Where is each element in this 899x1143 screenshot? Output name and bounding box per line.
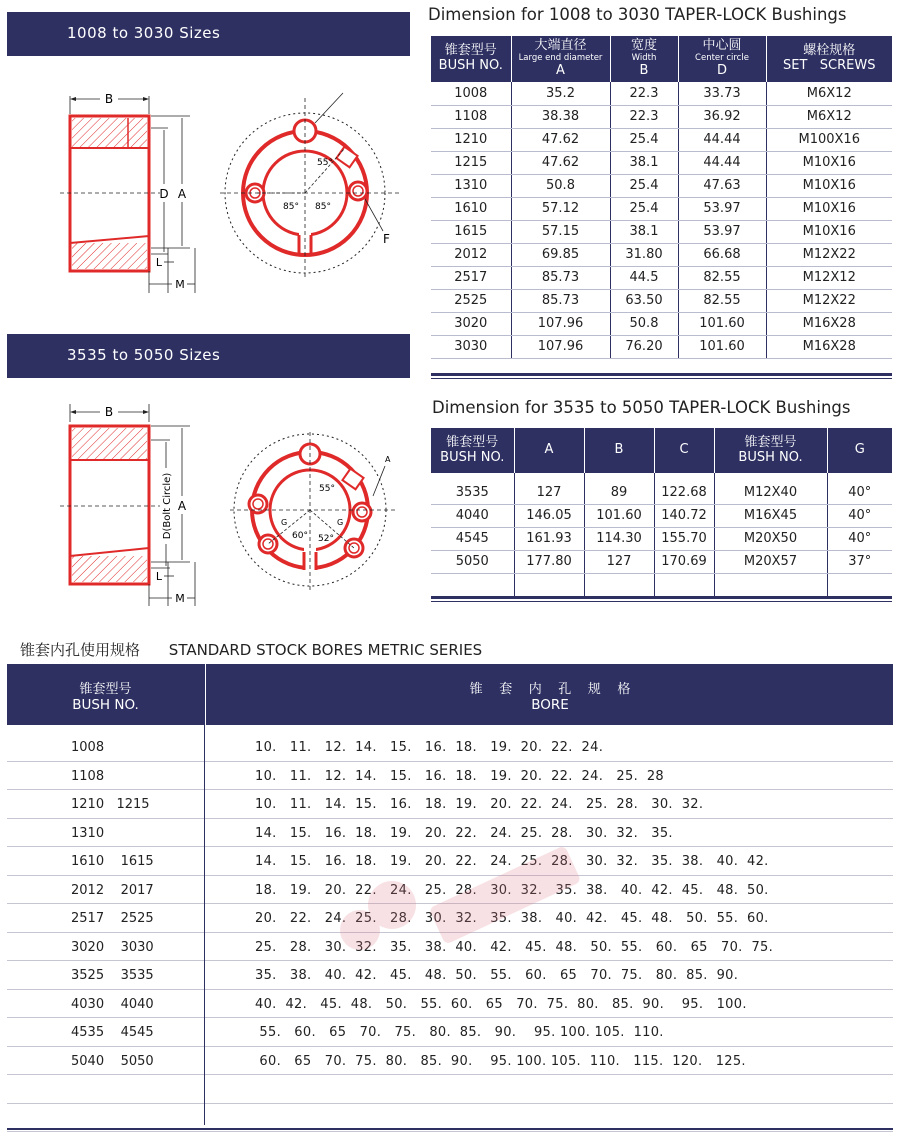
dim-b-label: B [104,405,114,419]
bush-size: 4030 4040 [71,996,154,1012]
table-cell: 101.60 [678,312,766,335]
stock-title-cn: 锥套内孔使用规格 [20,641,141,659]
stock-table-header [7,664,893,725]
header-cell [584,428,654,473]
table-cell: 155.70 [654,527,714,550]
table-cell: 38.38 [511,105,610,128]
table-cell: 1210 [431,128,511,151]
header-cell [610,36,678,82]
table-cell: 33.73 [678,82,766,105]
table-row [431,289,892,312]
table-cell: 2517 [431,266,511,289]
table-cell: M16X45 [714,504,827,527]
bush-size: 1310 [71,825,105,841]
table-cell: 82.55 [678,289,766,312]
table-cell: 47.63 [678,174,766,197]
dim-m-label: M [175,278,185,291]
bore-row [7,933,893,962]
table-cell: 44.44 [678,151,766,174]
table-cell: 2525 [431,289,511,312]
header-en: BUSH NO. [438,58,503,73]
header-en: Center circle [695,53,749,64]
bush-size: 2517 2525 [71,911,154,926]
bore-list: 10. 11. 14. 15. 16. 18. 19. 20. 22. 24. 25. 28. 30. 32. [255,797,704,812]
header-en: A [544,442,554,458]
table-cell: 25.4 [610,128,678,151]
table-cell: 38.1 [610,151,678,174]
bush-size: 1108 [71,768,105,784]
bush-size: 3525 3535 [71,968,154,983]
table-cell: 1610 [431,197,511,220]
dim-f-label: F [383,232,390,246]
bore-row [7,790,893,819]
bore-header-cn: 锥 套 内 孔 规 格 [469,682,631,697]
table-cell: 122.68 [654,481,714,504]
bore-row [7,733,893,762]
table-row [431,527,892,550]
table-cell: 101.60 [678,335,766,358]
table-row [431,197,892,220]
bush-no-header-en: BUSH NO. [72,697,139,713]
table-cell: 47.62 [511,151,610,174]
header-en: BUSH NO. [440,449,505,465]
table-cell: 53.97 [678,197,766,220]
bore-row [7,1018,893,1047]
table-cell: 177.80 [514,550,584,573]
table-cell: 101.60 [584,504,654,527]
table-cell: 85.73 [511,289,610,312]
header-cell [654,428,714,473]
header-en: Width [631,53,657,64]
table-bottom-rule-thin [431,378,892,379]
table-row [431,220,892,243]
dim-a-arrow-label: A [385,455,391,464]
header-cell [678,36,766,82]
bore-list: 40. 42. 45. 48. 50. 55. 60. 65 70. 75. 80. 85. 90. 95. 100. [255,996,747,1012]
bore-list: 35. 38. 40. 42. 45. 48. 50. 55. 60. 65 70. 75. 80. 85. 90. [255,968,739,983]
bush-size: 3020 3030 [71,939,154,955]
table-cell: 50.8 [511,174,610,197]
table-cell: 146.05 [514,504,584,527]
bore-row [7,762,893,791]
table-bottom-rule [431,596,892,599]
table-cell: M10X16 [766,174,892,197]
table-row [431,128,892,151]
table-cell: M12X40 [714,481,827,504]
table-cell: 140.72 [654,504,714,527]
header-cell [514,428,584,473]
table-row [431,312,892,335]
bore-list: 10. 11. 12. 14. 15. 16. 18. 19. 20. 22. 24. [255,740,604,755]
bore-row [7,1075,893,1104]
angle-52-label: 52° [318,534,334,544]
table-cell: 1008 [431,82,511,105]
angle-55-label: 55° [317,158,333,168]
dimension-table-small [431,36,892,359]
table-cell: M10X16 [766,197,892,220]
bore-list: 20. 22. 24. 25. 28. 30. 32. 35. 38. 40. 42. 45. 48. 50. 55. 60. [255,911,769,926]
table-cell: 107.96 [511,335,610,358]
bush-size: 2012 2017 [71,882,154,898]
header-en: Large end diameter [518,53,603,64]
table-cell: M10X16 [766,151,892,174]
bushing-front-view-small [215,88,415,278]
header-cn: 大端直径 [534,38,587,54]
table-row [431,151,892,174]
header-cell [766,36,892,82]
bore-list: 10. 11. 12. 14. 15. 16. 18. 19. 20. 22. 24. 25. 28 [255,768,665,784]
table-row [431,550,892,573]
dim-b-label: B [104,92,114,106]
bore-list: 18. 19. 20. 22. 24. 25. 28. 30. 32. 35. 38. 40. 42. 45. 48. 50. [255,882,769,898]
table-cell: 63.50 [610,289,678,312]
table-cell: 69.85 [511,243,610,266]
stock-column-divider [204,725,205,1125]
table-cell: 25.4 [610,174,678,197]
table-cell: M100X16 [766,128,892,151]
bush-size: 1610 1615 [71,854,154,869]
table-cell: 82.55 [678,266,766,289]
bush-no-header [7,664,204,725]
table-cell: 22.3 [610,82,678,105]
table-cell: 1108 [431,105,511,128]
table-cell: 1615 [431,220,511,243]
bore-row [7,819,893,848]
table-cell: M16X28 [766,312,892,335]
stock-bottom-rule [7,1128,893,1130]
spacer-cell [714,473,827,481]
bore-row [7,1047,893,1076]
spacer-cell [584,473,654,481]
dimension-table-large [431,428,892,599]
table-cell: 38.1 [610,220,678,243]
table-cell: 53.97 [678,220,766,243]
table-cell: 114.30 [584,527,654,550]
spacer-cell [431,473,514,481]
bore-row [7,876,893,905]
bore-row [7,961,893,990]
table-cell: 35.2 [511,82,610,105]
bore-list: 25. 28. 30. 32. 35. 38. 40. 42. 45. 48. 50. 55. 60. 65 70. 75. [255,939,774,955]
table-cell: 40° [827,527,892,550]
bush-no-header-cn: 锥套型号 [79,682,132,697]
header-cell [714,428,827,473]
header-cn: 中心圆 [702,38,742,54]
table-cell: M12X22 [766,289,892,312]
header-sub: B [639,62,649,78]
bushing-side-view-small [20,88,220,298]
table-cell: 22.3 [610,105,678,128]
table-cell: M16X28 [766,335,892,358]
table-cell: 1310 [431,174,511,197]
bore-header-en: BORE [531,697,569,713]
dim-l-label: L [155,256,163,269]
spacer-cell [654,473,714,481]
bore-list: 55. 60. 65 70. 75. 80. 85. 90. 95. 100. 105. 110. [255,1025,664,1040]
bore-row [7,847,893,876]
header-cn: 锥套型号 [744,434,797,450]
table-cell: 4545 [431,527,514,550]
bore-header [205,664,894,725]
table-cell: 161.93 [514,527,584,550]
stock-title-en: STANDARD STOCK BORES METRIC SERIES [168,641,483,659]
bushing-side-view-large [20,398,220,608]
table-cell: 5050 [431,550,514,573]
table-row [431,266,892,289]
spacer-cell [514,473,584,481]
bore-list: 60. 65 70. 75. 80. 85. 90. 95. 100. 105. 110. 115. 120. 125. [255,1053,746,1069]
table-cell: M12X22 [766,243,892,266]
section-bar-label: 1008 to 3030 Sizes [67,24,221,42]
dim-a-label: A [177,187,187,201]
bush-size: 5040 5050 [71,1053,154,1069]
angle-60-label: 60° [292,531,308,541]
table-cell: 31.80 [610,243,678,266]
table-row [431,174,892,197]
table-cell: M6X12 [766,105,892,128]
table-cell: M10X16 [766,220,892,243]
table-cell: 3030 [431,335,511,358]
table-cell: 89 [584,481,654,504]
table-cell: M20X57 [714,550,827,573]
bush-size: 4535 4545 [71,1025,154,1040]
bore-row [7,990,893,1019]
angle-55-label: 55° [319,484,335,494]
bore-list: 14. 15. 16. 18. 19. 20. 22. 24. 25. 28. 30. 32. 35. [255,825,673,841]
table-cell: 40° [827,481,892,504]
table-cell: 127 [584,550,654,573]
angle-g-left-label: G [281,518,288,527]
angle-g-right-label: G [337,518,344,527]
bush-size: 1210 1215 [71,797,150,812]
table-row [431,243,892,266]
table-header-row [431,36,892,82]
table-row [431,481,892,504]
table-row [431,105,892,128]
dim-m-label: M [175,592,185,605]
table-cell: 44.44 [678,128,766,151]
bore-list: 14. 15. 16. 18. 19. 20. 22. 24. 25. 28. 30. 32. 35. 38. 40. 42. [255,854,769,869]
table-row [431,335,892,358]
table-cell: 47.62 [511,128,610,151]
table-bottom-rule [431,373,892,376]
header-cn: 宽度 [630,38,657,54]
table-cell: M12X12 [766,266,892,289]
table-cell: 170.69 [654,550,714,573]
bushing-front-view-large [225,432,410,592]
section1-title: Dimension for 1008 to 3030 TAPER-LOCK Bushings [428,5,847,24]
table-cell: 57.12 [511,197,610,220]
table-cell: 2012 [431,243,511,266]
table-cell: 76.20 [610,335,678,358]
table-row [431,504,892,527]
header-en: B [614,442,624,458]
table-cell: 66.68 [678,243,766,266]
table-cell: 36.92 [678,105,766,128]
table-cell: 37° [827,550,892,573]
dim-d-bolt-circle-label: D(Bolt Circle) [162,472,173,540]
header-en: BUSH NO. [738,449,803,465]
table-cell: M20X50 [714,527,827,550]
table-cell: 3020 [431,312,511,335]
stock-bores-title [20,639,482,660]
table-cell: 3535 [431,481,514,504]
header-cell [827,428,892,473]
table-cell: 1215 [431,151,511,174]
section-bar-large-sizes [7,334,410,378]
table-cell: 57.15 [511,220,610,243]
angle-85-right-label: 85° [315,202,331,212]
table-cell: M6X12 [766,82,892,105]
section2-title: Dimension for 3535 to 5050 TAPER-LOCK Bushings [432,398,851,417]
table-cell: 50.8 [610,312,678,335]
header-en: SET SCREWS [783,58,876,73]
table-cell: 85.73 [511,266,610,289]
header-cell [431,428,514,473]
table-cell: 40° [827,504,892,527]
dim-a-label: A [177,499,187,513]
header-cell [511,36,610,82]
table-row [431,82,892,105]
table-cell: 107.96 [511,312,610,335]
section-bar-small-sizes [7,12,410,56]
table-cell: 44.5 [610,266,678,289]
header-cn: 锥套型号 [446,434,499,450]
header-en: G [854,442,865,458]
table-cell: 4040 [431,504,514,527]
bush-size: 1008 [71,740,105,755]
table-header-row [431,428,892,473]
header-cell [431,36,511,82]
stock-table-body [7,733,893,1132]
header-en: C [679,442,689,458]
angle-85-left-label: 85° [283,202,299,212]
table-bottom-rule-thin [431,601,892,602]
dim-d-label: D [159,187,169,201]
bore-row [7,904,893,933]
header-sub: D [716,62,727,78]
section-bar-label: 3535 to 5050 Sizes [67,346,221,364]
table-spacer [431,473,892,481]
header-cn: 螺栓规格 [803,43,856,59]
table-cell: 25.4 [610,197,678,220]
table-cell: 127 [514,481,584,504]
header-cn: 锥套型号 [444,43,497,59]
header-sub: A [556,62,565,78]
dim-l-label: L [155,570,163,583]
spacer-cell [827,473,892,481]
